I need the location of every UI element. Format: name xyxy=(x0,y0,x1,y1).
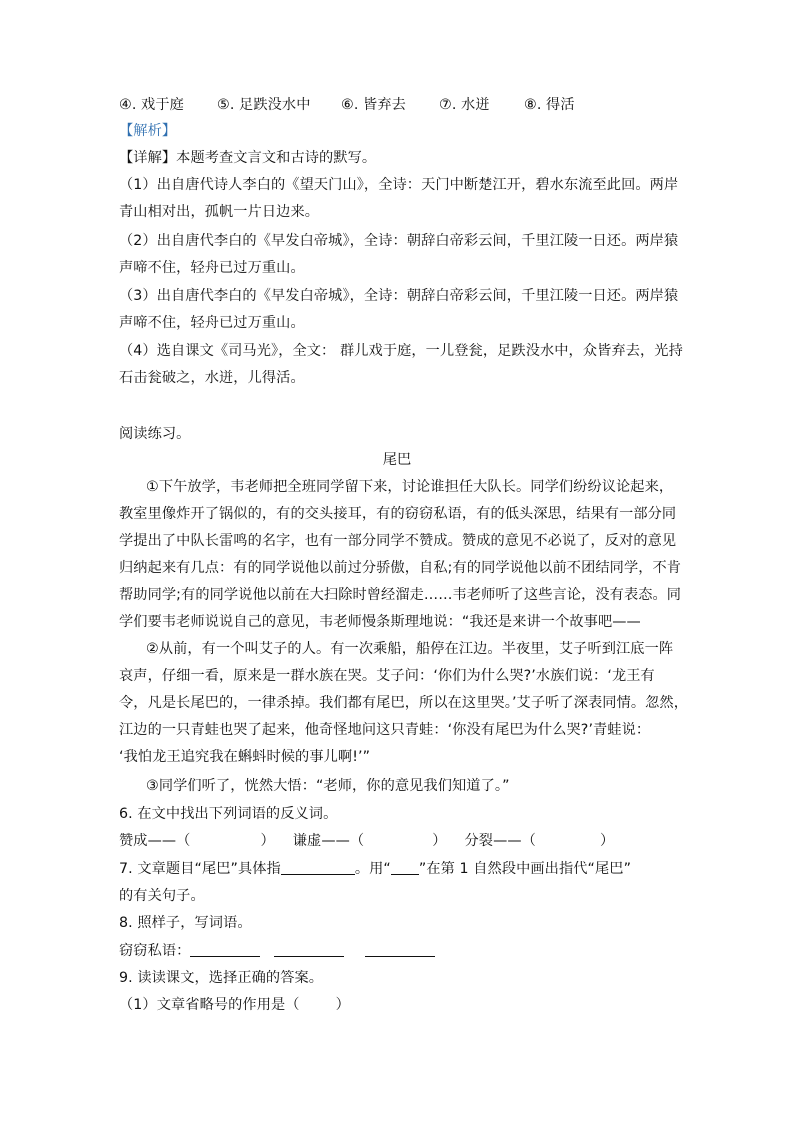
paragraph-line: ‘我怕龙王追究我在蝌蚪时候的事儿啊!’” xyxy=(119,749,371,765)
paragraph-line: 教室里像炸开了锅似的，有的交头接耳，有的窃窃私语，有的低头深思，结果有一部分同 xyxy=(119,506,677,522)
paragraph-line: 令，凡是长尾巴的，一律杀掉。我们都有尾巴，所以在这里哭。’艾子听了深表同情。忽然， xyxy=(119,695,689,711)
q6-item-close: ） xyxy=(260,833,275,849)
answer-row xyxy=(119,95,575,115)
q9-1-close: ） xyxy=(335,997,350,1013)
detail-line: （2）出自唐代李白的《早发白帝城》，全诗：朝辞白帝彩云间，千里江陵一日还。两岸猿 xyxy=(119,233,679,249)
question-7 xyxy=(119,859,631,879)
answer-8: ⑧. 得活 xyxy=(524,97,575,113)
q7-text: 7. 文章题目“尾巴”具体指 xyxy=(119,861,281,877)
answer-blank[interactable] xyxy=(274,942,344,957)
detail-intro: 【详解】本题考查文言文和古诗的默写。 xyxy=(119,150,377,166)
answer-blank[interactable] xyxy=(281,860,355,875)
paragraph-line: 帮助同学;有的同学说他以前在大扫除时曾经溜走……韦老师听了这些言论，没有表态。同 xyxy=(119,587,682,603)
question-8-items xyxy=(119,941,435,961)
question-6: 6. 在文中找出下列词语的反义词。 xyxy=(119,806,338,822)
paragraph-line: 哀声，仔细一看，原来是一群水族在哭。艾子问：‘你们为什么哭?’水族们说：‘龙王有 xyxy=(119,668,655,684)
passage-title: 尾巴 xyxy=(382,452,412,468)
paragraph-line: 江边的一只青蛙也哭了起来，他奇怪地问这只青蛙：‘你没有尾巴为什么哭?’青蛙说： xyxy=(119,722,651,738)
question-7-cont: 的有关句子。 xyxy=(119,888,205,904)
q7-text: ”在第 1 自然段中画出指代“尾巴” xyxy=(418,861,632,877)
q6-item-close: ） xyxy=(599,833,615,849)
reading-heading: 阅读练习。 xyxy=(119,426,191,442)
question-9-1 xyxy=(119,995,350,1015)
paragraph-line: ③同学们听了，恍然大悟：“老师，你的意见我们知道了。” xyxy=(146,778,510,794)
question-8: 8. 照样子，写词语。 xyxy=(119,915,252,931)
q9-1-text: （1）文章省略号的作用是（ xyxy=(119,997,300,1013)
answer-6: ⑥. 皆弃去 xyxy=(341,97,406,113)
answer-7: ⑦. 水迸 xyxy=(439,97,490,113)
paragraph-line: ①下午放学，韦老师把全班同学留下来，讨论谁担任大队长。同学们纷纷议论起来， xyxy=(146,479,674,495)
answer-blank[interactable] xyxy=(391,860,419,875)
q8-example: 窃窃私语： xyxy=(119,943,191,959)
paragraph-line: 学们要韦老师说说自己的意见，韦老师慢条斯理地说：“我还是来讲一个故事吧—— xyxy=(119,614,641,630)
detail-line: （1）出自唐代诗人李白的《望天门山》，全诗：天门中断楚江开，碧水东流至此回。两岸 xyxy=(119,177,679,193)
analysis-tag: 【解析】 xyxy=(119,123,177,139)
detail-line: 石击瓮破之，水迸，儿得活。 xyxy=(119,370,305,386)
question-9: 9. 读读课文，选择正确的答案。 xyxy=(119,970,324,986)
detail-line: 声啼不住，轻舟已过万重山。 xyxy=(119,315,305,331)
answer-blank[interactable] xyxy=(190,942,260,957)
detail-line: （4）选自课文《司马光》，全文： 群儿戏于庭，一儿登瓮，足跌没水中，众皆弃去，光持 xyxy=(119,343,683,359)
q6-item-close: ） xyxy=(432,833,447,849)
q6-item-label: 谦虚——（ xyxy=(292,833,365,849)
q6-item-label: 赞成——（ xyxy=(119,833,191,849)
question-6-items xyxy=(119,831,614,851)
detail-line: 青山相对出，孤帆一片日边来。 xyxy=(119,204,320,220)
answer-5: ⑤. 足跌没水中 xyxy=(217,97,311,113)
paragraph-line: ②从前，有一个叫艾子的人。有一次乘船，船停在江边。半夜里，艾子听到江底一阵 xyxy=(146,641,674,657)
detail-line: 声啼不住，轻舟已过万重山。 xyxy=(119,260,305,276)
q6-item-label: 分裂——（ xyxy=(464,833,536,849)
detail-line: （3）出自唐代李白的《早发白帝城》，全诗：朝辞白帝彩云间，千里江陵一日还。两岸猿 xyxy=(119,288,679,304)
answer-4: ④. 戏于庭 xyxy=(119,97,184,113)
answer-blank[interactable] xyxy=(365,942,435,957)
paragraph-line: 学提出了中队长雷鸣的名字，也有一部分同学不赞成。赞成的意见不必说了，反对的意见 xyxy=(119,533,677,549)
paragraph-line: 归纳起来有几点：有的同学说他以前过分骄傲，自私;有的同学说他以前不团结同学，不肯 xyxy=(119,560,682,576)
q7-text: 。用“ xyxy=(354,861,391,877)
